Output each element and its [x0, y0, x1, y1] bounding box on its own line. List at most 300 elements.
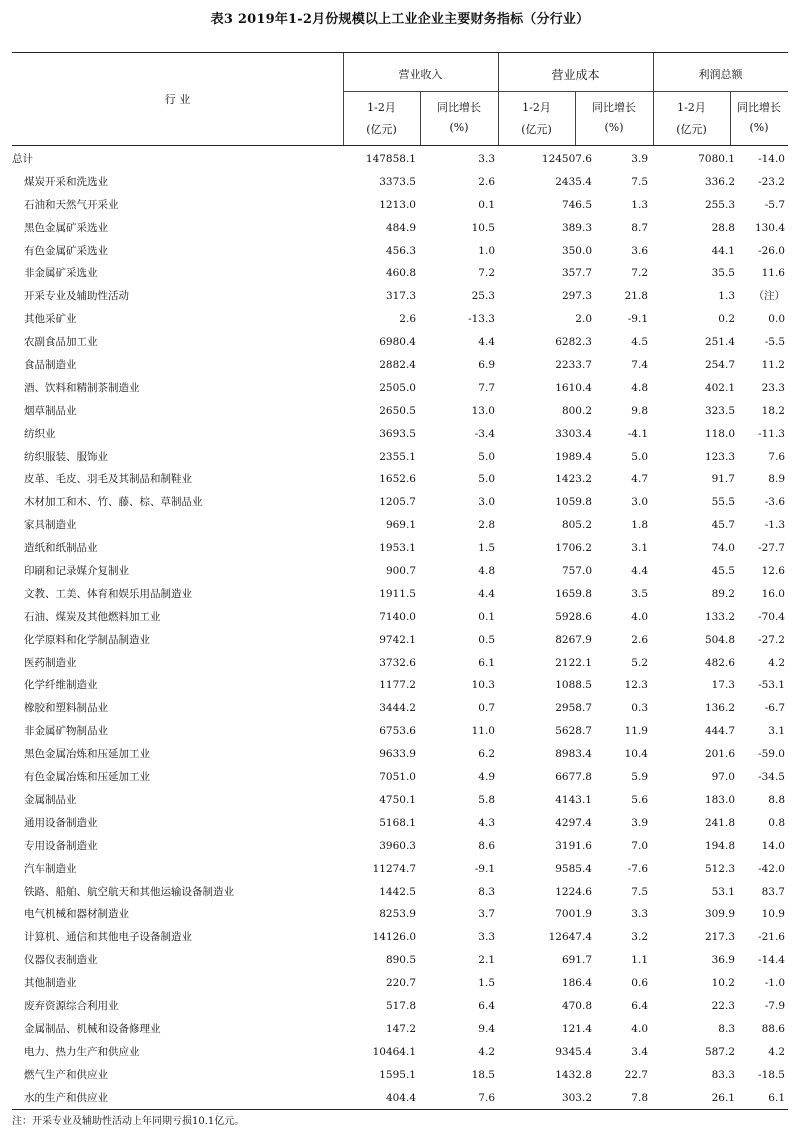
- cell-profit: 201.6: [704, 748, 735, 761]
- cell-profit: 35.5: [711, 267, 735, 280]
- table-row: [12, 148, 788, 171]
- cell-cost-g: 4.8: [631, 381, 648, 394]
- industry-name: 酒、饮料和精制茶制造业: [24, 381, 140, 394]
- revenue-period: 1-2月: [367, 101, 396, 114]
- table-row: [12, 1087, 788, 1110]
- cell-profit: 55.5: [711, 496, 735, 509]
- cell-profit: 97.0: [711, 771, 735, 784]
- cell-profit: 133.2: [704, 610, 735, 623]
- cell-rev: 14126.0: [372, 931, 416, 944]
- cell-rev-g: -9.1: [474, 862, 495, 875]
- table-row: [12, 491, 788, 514]
- cell-profit-g: -53.1: [758, 679, 785, 692]
- cell-cost: 6282.3: [555, 336, 592, 349]
- cell-cost-g: 7.4: [631, 359, 648, 372]
- cell-profit-g: 10.9: [761, 908, 785, 921]
- cost-header: 营业成本: [551, 68, 600, 82]
- cell-profit-g: -27.2: [758, 633, 785, 646]
- cell-rev-g: 4.4: [478, 336, 495, 349]
- cell-rev-g: 5.0: [478, 450, 495, 463]
- cell-rev-g: 9.4: [478, 1022, 495, 1035]
- industry-name: 电力、热力生产和供应业: [24, 1045, 140, 1058]
- cell-profit-g: -5.7: [764, 198, 785, 211]
- table-row: [12, 446, 788, 469]
- cell-profit: 8.3: [718, 1022, 735, 1035]
- cell-cost: 2958.7: [555, 702, 592, 715]
- industry-name: 仪器仪表制造业: [24, 954, 98, 967]
- industry-name: 电气机械和器材制造业: [24, 908, 129, 921]
- cell-cost-g: 3.0: [631, 496, 648, 509]
- cell-cost: 4297.4: [555, 816, 592, 829]
- cell-cost-g: 21.8: [624, 290, 648, 303]
- cell-rev: 5168.1: [379, 816, 416, 829]
- profit-header: 利润总额: [698, 68, 743, 81]
- cell-rev: 969.1: [385, 519, 416, 532]
- industry-name: 木材加工和木、竹、藤、棕、草制品业: [24, 496, 203, 509]
- cell-profit: 7080.1: [698, 153, 735, 165]
- table-header: [12, 53, 788, 146]
- cell-profit: 512.3: [704, 862, 735, 875]
- cell-profit-g: -14.0: [758, 153, 785, 165]
- table-row: [12, 285, 788, 308]
- industry-name: 金属制品、机械和设备修理业: [24, 1022, 161, 1035]
- industry-name: 化学纤维制造业: [24, 679, 98, 692]
- cell-cost: 5928.6: [555, 610, 592, 623]
- cell-rev-g: -3.4: [474, 427, 495, 440]
- cell-cost-g: 5.9: [631, 771, 648, 784]
- table-row: [12, 171, 788, 194]
- cell-rev-g: 5.8: [478, 793, 495, 806]
- cell-profit-g: -14.4: [758, 954, 785, 967]
- cell-profit: 323.5: [704, 404, 735, 417]
- cell-profit-g: -11.3: [758, 427, 785, 440]
- table-row: [12, 674, 788, 697]
- cell-cost-g: 12.3: [624, 679, 648, 692]
- cell-rev: 3960.3: [379, 839, 416, 852]
- cell-profit: 336.2: [704, 175, 735, 188]
- cell-profit: 309.9: [704, 908, 735, 921]
- cell-cost-g: 3.1: [631, 542, 648, 555]
- cell-profit-g: -1.3: [764, 519, 785, 532]
- cell-profit: 587.2: [704, 1045, 735, 1058]
- cell-rev: 6753.6: [379, 725, 416, 738]
- cell-cost-g: 7.0: [631, 839, 648, 852]
- cell-rev: 3444.2: [379, 702, 416, 715]
- industry-name: 铁路、船舶、航空航天和其他运输设备制造业: [24, 885, 234, 898]
- cell-profit: 504.8: [704, 633, 735, 646]
- cell-cost: 1423.2: [555, 473, 592, 486]
- cell-profit-g: -70.4: [758, 610, 785, 623]
- cell-cost: 121.4: [561, 1022, 592, 1035]
- cell-profit-g: 130.4: [754, 221, 785, 234]
- cell-cost-g: 3.9: [631, 816, 648, 829]
- table-row: [12, 194, 788, 217]
- revenue-growth: 同比增长: [437, 101, 481, 114]
- industry-name: 计算机、通信和其他电子设备制造业: [24, 931, 192, 944]
- cell-cost: 9585.4: [555, 862, 592, 875]
- cell-cost-g: 11.9: [624, 725, 648, 738]
- cell-cost: 7001.9: [555, 908, 592, 921]
- table-row: [12, 903, 788, 926]
- cell-cost-g: 5.6: [631, 793, 648, 806]
- cell-rev-g: 6.4: [478, 999, 495, 1012]
- cell-rev: 1652.6: [379, 473, 416, 486]
- table-row: [12, 560, 788, 583]
- cell-profit: 241.8: [704, 816, 735, 829]
- cell-cost-g: 4.4: [631, 565, 648, 578]
- cell-profit: 28.8: [711, 221, 735, 234]
- industry-name: 纺织服装、服饰业: [24, 450, 108, 463]
- cell-cost-g: 8.7: [631, 221, 648, 234]
- cell-rev: 3693.5: [379, 427, 416, 440]
- cell-cost: 2233.7: [555, 359, 592, 372]
- cost-growth-unit: (%): [604, 121, 624, 134]
- cell-rev-g: 7.7: [478, 381, 495, 394]
- table-row: [12, 972, 788, 995]
- industry-name: 烟草制品业: [24, 404, 77, 417]
- cell-cost: 12647.4: [548, 931, 592, 944]
- cell-profit-g: 3.1: [768, 725, 785, 738]
- table-row: [12, 537, 788, 560]
- cell-cost-g: -4.1: [627, 427, 648, 440]
- cell-cost: 389.3: [561, 221, 592, 234]
- table-row: [12, 858, 788, 881]
- cell-profit-g: 83.7: [761, 885, 785, 898]
- cell-cost: 3303.4: [555, 427, 592, 440]
- industry-name: 造纸和纸制品业: [24, 542, 98, 555]
- industry-name: 农副食品加工业: [24, 336, 98, 349]
- cell-cost-g: -9.1: [627, 313, 648, 326]
- cell-profit-g: 18.2: [761, 404, 785, 417]
- cell-profit: 36.9: [711, 954, 735, 967]
- industry-name: 石油和天然气开采业: [24, 198, 119, 211]
- cell-profit: 53.1: [711, 885, 735, 898]
- cell-profit-g: -26.0: [758, 244, 785, 257]
- cell-rev: 9633.9: [379, 748, 416, 761]
- table-row: [12, 1018, 788, 1041]
- cell-cost-g: 1.3: [631, 198, 648, 211]
- cell-profit: 194.8: [704, 839, 735, 852]
- cost-period: 1-2月: [522, 101, 551, 114]
- revenue-header: 营业收入: [398, 68, 443, 81]
- industry-name: 皮革、毛皮、羽毛及其制品和制鞋业: [24, 473, 192, 486]
- cell-rev-g: 11.0: [471, 725, 495, 738]
- table-row: [12, 1041, 788, 1064]
- industry-name: 橡胶和塑料制品业: [24, 702, 108, 715]
- cell-rev-g: 4.8: [478, 565, 495, 578]
- cell-profit: 254.7: [704, 359, 735, 372]
- cell-rev-g: 3.3: [478, 153, 495, 165]
- cell-profit-g: -1.0: [764, 977, 785, 990]
- industry-name: 非金属矿物制品业: [24, 725, 108, 738]
- cell-cost: 1989.4: [555, 450, 592, 463]
- cell-profit: 22.3: [711, 999, 735, 1012]
- cell-rev: 456.3: [385, 244, 416, 257]
- cell-profit-g: 11.6: [761, 267, 785, 280]
- cell-rev: 1205.7: [379, 496, 416, 509]
- table-row: [12, 995, 788, 1018]
- cell-cost-g: 4.5: [631, 336, 648, 349]
- cell-rev: 1595.1: [379, 1068, 416, 1081]
- table-row: [12, 766, 788, 789]
- industry-name: 开采专业及辅助性活动: [24, 290, 129, 303]
- cell-profit-g: 4.2: [768, 656, 785, 669]
- cell-cost-g: 22.7: [624, 1068, 648, 1081]
- table-row: [12, 949, 788, 972]
- table-row: [12, 423, 788, 446]
- cell-rev-g: 3.7: [478, 908, 495, 921]
- cell-profit: 0.2: [718, 313, 735, 326]
- cell-cost: 357.7: [561, 267, 592, 280]
- table-body: [12, 146, 788, 1109]
- cell-rev-g: 0.1: [478, 198, 495, 211]
- cell-rev-g: 6.9: [478, 359, 495, 372]
- industry-name: 化学原料和化学制品制造业: [24, 633, 150, 646]
- cell-rev-g: 1.5: [478, 542, 495, 555]
- cell-cost: 470.8: [561, 999, 592, 1012]
- industry-name: 食品制造业: [24, 359, 77, 372]
- industry-name: 有色金属矿采选业: [24, 244, 108, 257]
- cell-rev-g: 2.1: [478, 954, 495, 967]
- table-row: [12, 377, 788, 400]
- cell-rev: 2505.0: [379, 381, 416, 394]
- cell-profit-g: -27.7: [758, 542, 785, 555]
- cell-cost: 6677.8: [555, 771, 592, 784]
- cell-profit-g: 88.6: [761, 1022, 785, 1035]
- profit-period: 1-2月: [677, 101, 706, 114]
- cost-unit: (亿元): [521, 123, 552, 136]
- cell-rev-g: 18.5: [471, 1068, 495, 1081]
- cell-rev: 7140.0: [379, 610, 416, 623]
- cell-profit: 402.1: [704, 381, 735, 394]
- industry-name: 石油、煤炭及其他燃料加工业: [24, 610, 161, 623]
- cell-cost-g: 4.0: [631, 1022, 648, 1035]
- industry-name: 总计: [12, 153, 33, 165]
- cell-profit: 17.3: [711, 679, 735, 692]
- cell-rev-g: 6.1: [478, 656, 495, 669]
- cell-profit: 251.4: [704, 336, 735, 349]
- cell-rev: 517.8: [385, 999, 416, 1012]
- cell-rev: 220.7: [385, 977, 416, 990]
- cell-cost-g: -7.6: [627, 862, 648, 875]
- cell-cost-g: 3.4: [631, 1045, 648, 1058]
- cell-cost: 303.2: [561, 1091, 592, 1104]
- industry-name: 通用设备制造业: [24, 816, 98, 829]
- cell-rev-g: 4.2: [478, 1045, 495, 1058]
- cell-rev-g: 0.1: [478, 610, 495, 623]
- cell-profit-g: -6.7: [764, 702, 785, 715]
- cell-rev-g: 7.6: [478, 1091, 495, 1104]
- cell-profit-g: 23.3: [761, 381, 785, 394]
- cell-profit-g: 6.1: [768, 1091, 785, 1104]
- industry-name: 汽车制造业: [24, 862, 77, 875]
- cell-profit: 482.6: [704, 656, 735, 669]
- cell-rev-g: 8.3: [478, 885, 495, 898]
- cell-rev-g: 6.2: [478, 748, 495, 761]
- cell-rev-g: 4.9: [478, 771, 495, 784]
- cell-cost: 350.0: [561, 244, 592, 257]
- cell-cost-g: 10.4: [624, 748, 648, 761]
- table-row: [12, 217, 788, 240]
- cell-rev-g: 3.0: [478, 496, 495, 509]
- cell-cost: 757.0: [561, 565, 592, 578]
- cell-profit: 89.2: [711, 587, 735, 600]
- cell-cost: 1432.8: [555, 1068, 592, 1081]
- cell-cost: 2.0: [575, 313, 592, 326]
- table-row: [12, 743, 788, 766]
- cell-cost: 8267.9: [555, 633, 592, 646]
- cell-cost: 1088.5: [555, 679, 592, 692]
- cell-cost-g: 3.3: [631, 908, 648, 921]
- cell-rev: 1442.5: [379, 885, 416, 898]
- cell-cost-g: 4.0: [631, 610, 648, 623]
- cell-profit: 444.7: [704, 725, 735, 738]
- cost-growth: 同比增长: [592, 101, 636, 114]
- cell-profit: 74.0: [711, 542, 735, 555]
- cell-profit: 45.5: [711, 565, 735, 578]
- cell-rev: 3373.5: [379, 175, 416, 188]
- cell-profit-g: -7.9: [764, 999, 785, 1012]
- industry-name: 黑色金属矿采选业: [24, 221, 108, 234]
- cell-rev: 900.7: [385, 565, 416, 578]
- cell-profit-g: （注）: [753, 290, 785, 303]
- cell-cost-g: 5.0: [631, 450, 648, 463]
- cell-cost-g: 7.5: [631, 175, 648, 188]
- profit-growth: 同比增长: [737, 101, 781, 114]
- cell-profit-g: 8.9: [768, 473, 785, 486]
- table-row: [12, 514, 788, 537]
- cell-profit: 1.3: [718, 290, 735, 303]
- table-row: [12, 789, 788, 812]
- cell-rev: 2882.4: [379, 359, 416, 372]
- cell-rev-g: 10.5: [471, 221, 495, 234]
- cell-profit-g: 14.0: [761, 839, 785, 852]
- table-row: [12, 720, 788, 743]
- cell-cost: 800.2: [561, 404, 592, 417]
- cell-rev-g: 25.3: [471, 290, 495, 303]
- cell-cost: 1224.6: [555, 885, 592, 898]
- cell-cost-g: 9.8: [631, 404, 648, 417]
- cell-rev: 7051.0: [379, 771, 416, 784]
- industry-name: 燃气生产和供应业: [24, 1068, 108, 1081]
- table-row: [12, 331, 788, 354]
- cell-rev: 8253.9: [379, 908, 416, 921]
- cell-profit: 91.7: [711, 473, 735, 486]
- table-row: [12, 652, 788, 675]
- cell-rev: 404.4: [385, 1091, 416, 1104]
- industry-name: 其他制造业: [24, 977, 77, 990]
- cell-cost-g: 7.8: [631, 1091, 648, 1104]
- cell-profit-g: 16.0: [761, 587, 785, 600]
- cell-rev-g: 0.7: [478, 702, 495, 715]
- cell-cost: 1659.8: [555, 587, 592, 600]
- cell-cost: 5628.7: [555, 725, 592, 738]
- cell-profit: 136.2: [704, 702, 735, 715]
- table-row: [12, 881, 788, 904]
- table-row: [12, 308, 788, 331]
- cell-cost: 124507.6: [541, 153, 592, 165]
- cell-profit-g: -34.5: [758, 771, 785, 784]
- cell-profit-g: -21.6: [758, 931, 785, 944]
- table-row: [12, 812, 788, 835]
- cell-cost: 1706.2: [555, 542, 592, 555]
- cell-cost-g: 1.1: [631, 954, 648, 967]
- table-row: [12, 697, 788, 720]
- industry-header: 行 业: [164, 93, 191, 106]
- cell-rev: 317.3: [385, 290, 416, 303]
- industry-name: 印刷和记录媒介复制业: [24, 565, 129, 578]
- cell-cost-g: 5.2: [631, 656, 648, 669]
- cell-cost-g: 7.2: [631, 267, 648, 280]
- cell-rev-g: 4.4: [478, 587, 495, 600]
- cell-profit: 123.3: [704, 450, 735, 463]
- cell-cost-g: 3.9: [631, 153, 648, 165]
- cell-rev: 6980.4: [379, 336, 416, 349]
- footnote: 注：开采专业及辅助性活动上年同期亏损10.1亿元。: [12, 1116, 245, 1127]
- cell-cost: 691.7: [561, 954, 592, 967]
- cell-cost: 8983.4: [555, 748, 592, 761]
- cell-profit-g: -42.0: [758, 862, 785, 875]
- cell-rev: 10464.1: [372, 1045, 416, 1058]
- cell-cost-g: 0.6: [631, 977, 648, 990]
- cell-profit: 10.2: [711, 977, 735, 990]
- table-row: [12, 583, 788, 606]
- revenue-growth-unit: (%): [449, 121, 469, 134]
- cell-rev: 1911.5: [379, 587, 416, 600]
- industry-name: 纺织业: [24, 427, 56, 440]
- industry-name: 非金属矿采选业: [24, 267, 98, 280]
- cell-profit: 83.3: [711, 1068, 735, 1081]
- cell-profit-g: 0.8: [768, 816, 785, 829]
- table-row: [12, 354, 788, 377]
- cell-profit-g: -3.6: [764, 496, 785, 509]
- cell-rev-g: 7.2: [478, 267, 495, 280]
- revenue-unit: (亿元): [366, 123, 397, 136]
- table-title: 表3 2019年1-2月份规模以上工业企业主要财务指标（分行业）: [210, 12, 590, 27]
- cell-profit-g: -59.0: [758, 748, 785, 761]
- industry-name: 专用设备制造业: [24, 839, 98, 852]
- cell-profit-g: -23.2: [758, 175, 785, 188]
- cell-rev: 2.6: [399, 313, 416, 326]
- industry-name: 黑色金属冶炼和压延加工业: [24, 748, 150, 761]
- table-row: [12, 629, 788, 652]
- cell-cost-g: 3.5: [631, 587, 648, 600]
- table-row: [12, 468, 788, 491]
- cell-rev: 1213.0: [379, 198, 416, 211]
- industry-name: 金属制品业: [24, 793, 77, 806]
- cell-profit-g: 12.6: [761, 565, 785, 578]
- cell-profit-g: 8.8: [768, 793, 785, 806]
- cell-cost: 1059.8: [555, 496, 592, 509]
- cell-rev-g: 8.6: [478, 839, 495, 852]
- industry-name: 其他采矿业: [24, 313, 77, 326]
- cell-rev: 3732.6: [379, 656, 416, 669]
- cell-rev-g: 3.3: [478, 931, 495, 944]
- cell-rev: 4750.1: [379, 793, 416, 806]
- cell-cost-g: 4.7: [631, 473, 648, 486]
- cell-rev: 1953.1: [379, 542, 416, 555]
- cell-rev-g: 13.0: [471, 404, 495, 417]
- cell-cost-g: 2.6: [631, 633, 648, 646]
- cell-rev: 11274.7: [372, 862, 416, 875]
- cell-cost: 3191.6: [555, 839, 592, 852]
- table-row: [12, 262, 788, 285]
- cell-rev-g: 0.5: [478, 633, 495, 646]
- cell-rev: 147858.1: [365, 153, 416, 165]
- cell-rev-g: 1.0: [478, 244, 495, 257]
- cell-cost-g: 6.4: [631, 999, 648, 1012]
- cell-cost: 2122.1: [555, 656, 592, 669]
